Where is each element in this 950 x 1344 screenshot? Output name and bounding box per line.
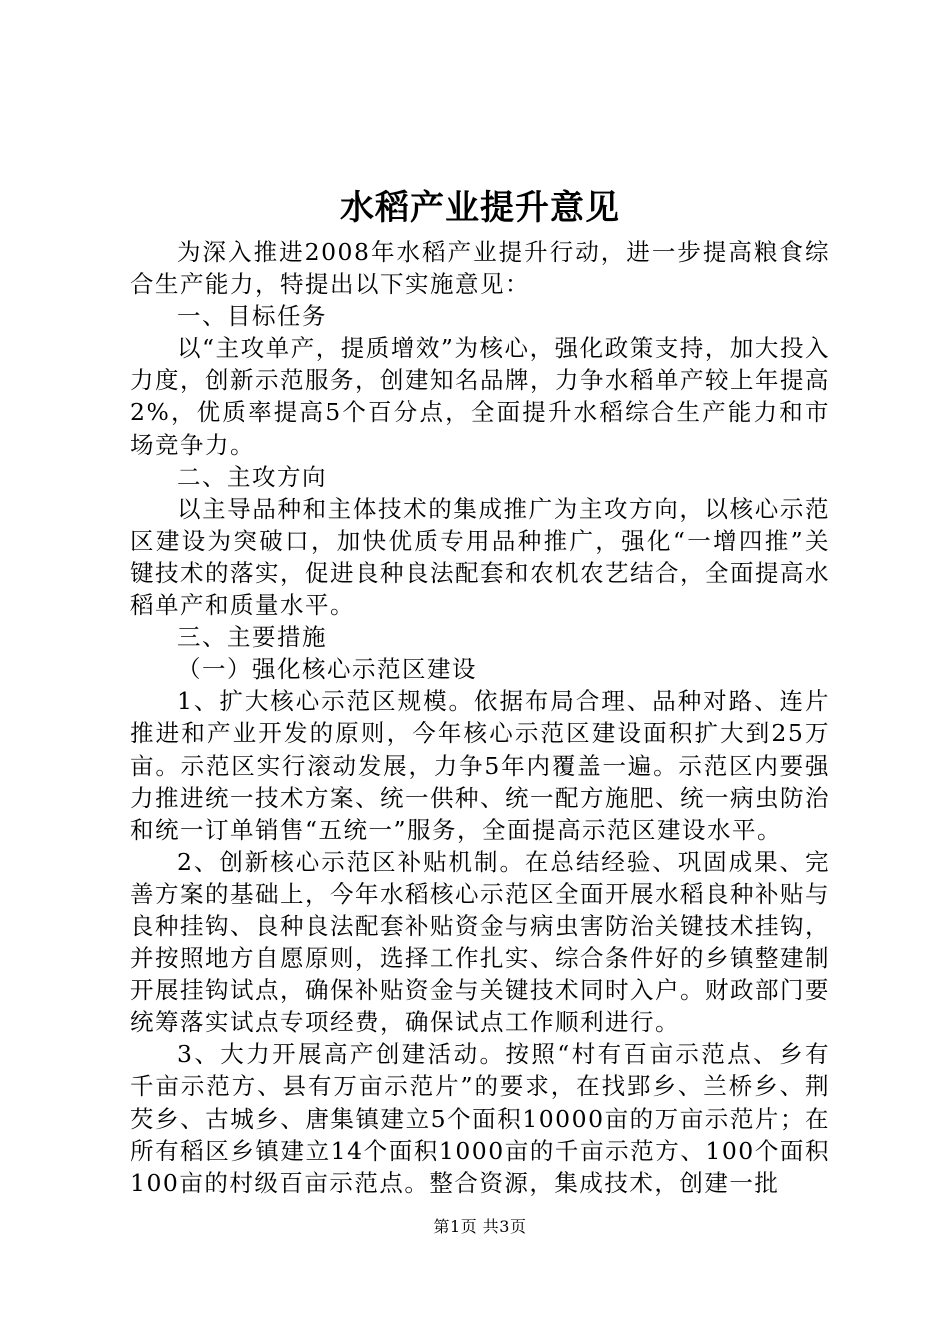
section-heading-direction: 二、主攻方向 xyxy=(177,462,327,491)
measure-paragraph-2: 2、创新核心示范区补贴机制。在总结经验、巩固成果、完善方案的基础上，今年水稻核心示范区全面开展水稻良种补贴与良种挂钩、良种良法配套补贴资金与病虫害防治关键技术挂钩，并按照地方自愿原则，选择工作扎实、综合条件好的乡镇整建制开展挂钩试点，确保补贴资金与关键技术同时入户。财政部门要统筹落实试点专项经费，确保试点工作顺利进行。 xyxy=(130,847,830,1037)
page-footer: 第1页 共3页 xyxy=(433,1217,527,1236)
goals-paragraph: 以“主攻单产，提质增效”为核心，强化政策支持，加大投入力度，创新示范服务，创建知名品牌，力争水稻单产较上年提高2%，优质率提高5个百分点，全面提升水稻综合生产能力和市场竞争力。 xyxy=(130,334,830,459)
measure-paragraph-1: 1、扩大核心示范区规模。依据布局合理、品种对路、连片推进和产业开发的原则，今年核心示范区建设面积扩大到25万亩。示范区实行滚动发展，力争5年内覆盖一遍。示范区内要强力推进统一技术方案、统一供种、统一配方施肥、统一病虫防治和统一订单销售“五统一”服务，全面提高示范区建设水平。 xyxy=(130,687,830,844)
section-heading-measures: 三、主要措施 xyxy=(177,623,327,652)
measure-paragraph-3: 3、大力开展高产创建活动。按照“村有百亩示范点、乡有千亩示范方、县有万亩示范片”的要求，在找郢乡、兰桥乡、荆芡乡、古城乡、唐集镇建立5个面积10000亩的万亩示范片；在所有稻区乡镇建立14个面积1000亩的千亩示范方、100个面积100亩的村级百亩示范点。整合资源，集成技术，创建一批 xyxy=(130,1040,830,1197)
direction-paragraph: 以主导品种和主体技术的集成推广为主攻方向，以核心示范区建设为突破口，加快优质专用品种推广，强化“一增四推”关键技术的落实，促进良种良法配套和农机农艺结合，全面提高水稻单产和质量水平。 xyxy=(130,494,830,620)
document-body xyxy=(130,236,830,1199)
intro-paragraph: 为深入推进2008年水稻产业提升行动，进一步提高粮食综合生产能力，特提出以下实施意见： xyxy=(130,238,830,299)
section-heading-goals: 一、目标任务 xyxy=(177,302,327,331)
document-title: 水稻产业提升意见 xyxy=(340,188,620,228)
subsection-heading: （一）强化核心示范区建设 xyxy=(177,655,477,684)
